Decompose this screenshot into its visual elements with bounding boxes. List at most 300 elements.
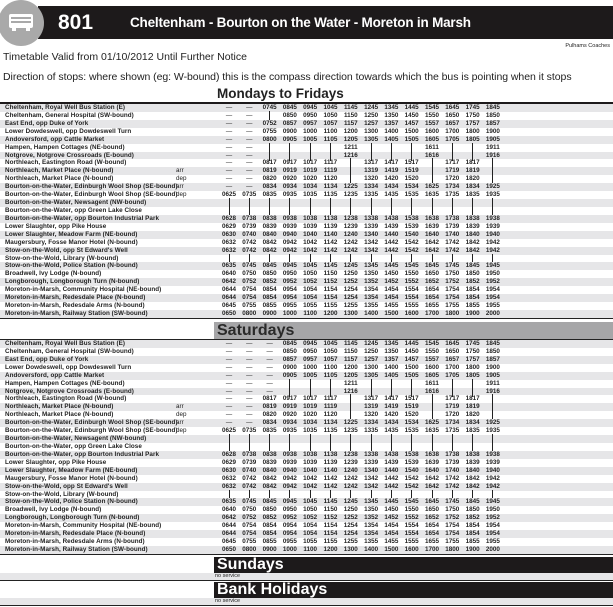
- departure-time: 1752: [445, 278, 460, 286]
- stop-name: Stow-on-the-Wold, opp St Edward's Well: [5, 482, 128, 490]
- departure-time: 0935: [282, 427, 297, 435]
- departure-time: 0857: [282, 119, 297, 127]
- departure-time: 1552: [404, 514, 419, 522]
- timetable-row: [0, 302, 613, 310]
- departure-time: 1452: [384, 514, 399, 522]
- departure-time: 0735: [242, 191, 257, 199]
- departure-time: 1550: [404, 270, 419, 278]
- stop-name: Moreton-in-Marsh, Community Hospital (NE-bound): [5, 286, 162, 294]
- bank-holiday-no-service-row: [0, 598, 613, 606]
- departure-time: 0852: [262, 514, 277, 522]
- departure-time: 0739: [242, 458, 257, 466]
- stop-name: Cheltenham, Royal Well Bus Station (E): [5, 340, 126, 347]
- departure-time: 1139: [323, 222, 338, 230]
- departure-time: 0834: [262, 419, 277, 427]
- departure-time: 1505: [404, 371, 419, 379]
- departure-time: 1019: [303, 403, 318, 411]
- departure-time: 1540: [404, 230, 419, 238]
- departure-time: 0900: [262, 545, 277, 553]
- departure-time: 1735: [445, 191, 460, 199]
- departure-time: 1352: [364, 514, 379, 522]
- stop-name: Northleach, Eastington Road (W-bound): [5, 159, 127, 167]
- departure-time: 0629: [221, 458, 236, 466]
- departure-time: 1800: [465, 363, 480, 371]
- departure-time: 1042: [303, 482, 318, 490]
- departure-time: 0942: [282, 238, 297, 246]
- departure-time: 0957: [303, 355, 318, 363]
- departure-time: 1200: [343, 363, 358, 371]
- departure-time: 1952: [485, 514, 500, 522]
- departure-time: 1935: [485, 427, 500, 435]
- departure-time: 1354: [364, 530, 379, 538]
- departure-time: 1305: [364, 135, 379, 143]
- departure-time: 1054: [303, 294, 318, 302]
- departure-time: 0632: [221, 246, 236, 254]
- stop-name: Bourton-on-the-Water, opp Bourton Industrial Park: [5, 214, 160, 222]
- departure-time: 1419: [384, 403, 399, 411]
- departure-time: 1142: [323, 238, 338, 246]
- stop-name: Moreton-in-Marsh, Redesdale Place (N-bound): [5, 530, 146, 538]
- arr-dep-label: dep: [176, 175, 187, 183]
- departure-time: 0755: [242, 302, 257, 310]
- departure-time: 1642: [424, 482, 439, 490]
- departure-time: 1745: [465, 104, 480, 111]
- departure-time: 1500: [404, 363, 419, 371]
- departure-time: 1600: [404, 545, 419, 553]
- departure-time: 1645: [424, 262, 439, 270]
- departure-time: 1445: [404, 340, 419, 347]
- departure-time: 1254: [343, 286, 358, 294]
- departure-time: 0950: [282, 270, 297, 278]
- departure-time: 1216: [343, 151, 358, 159]
- departure-time: 0938: [282, 214, 297, 222]
- departure-time: 1134: [323, 419, 338, 427]
- departure-time: 1817: [465, 159, 480, 167]
- departure-time: 0625: [221, 191, 236, 199]
- departure-time: —: [246, 127, 253, 135]
- departure-time: 1145: [343, 340, 358, 347]
- departure-time: 1635: [424, 191, 439, 199]
- departure-time: 1911: [486, 379, 500, 387]
- departure-time: 1550: [424, 347, 439, 355]
- timetable-row: [0, 231, 613, 239]
- departure-time: 0900: [262, 309, 277, 317]
- departure-time: 1655: [424, 302, 439, 310]
- departure-time: 1705: [445, 371, 460, 379]
- departure-time: 1055: [303, 302, 318, 310]
- departure-time: 0745: [262, 104, 277, 111]
- departure-time: 1535: [404, 427, 419, 435]
- departure-time: 1542: [404, 238, 419, 246]
- departure-time: 0945: [303, 340, 318, 347]
- departure-time: 1542: [404, 246, 419, 254]
- departure-time: 1354: [364, 294, 379, 302]
- timetable-row: [0, 175, 613, 183]
- departure-time: 1038: [303, 450, 318, 458]
- departure-time: 1150: [343, 347, 358, 355]
- departure-time: 1845: [485, 104, 500, 111]
- departure-time: 1857: [485, 119, 500, 127]
- departure-time: 0644: [221, 294, 236, 302]
- departure-time: —: [266, 387, 273, 395]
- departure-time: 1855: [465, 538, 480, 546]
- departure-time: 0644: [221, 522, 236, 530]
- departure-time: —: [225, 119, 233, 127]
- departure-time: 1850: [465, 270, 480, 278]
- departure-time: 0935: [282, 191, 297, 199]
- departure-time: 1642: [424, 238, 439, 246]
- departure-time: 1019: [303, 167, 318, 175]
- departure-time: 1645: [445, 340, 460, 347]
- stop-name: Bourton-on-the-Water, Edinburgh Wool Shop (SE-bound): [5, 419, 178, 427]
- departure-time: 1100: [323, 363, 338, 371]
- departure-time: 1520: [404, 175, 419, 183]
- departure-time: 1752: [445, 514, 460, 522]
- departure-time: 1820: [465, 411, 480, 419]
- departure-time: 1555: [404, 538, 419, 546]
- departure-time: 1750: [465, 347, 480, 355]
- departure-time: 1157: [343, 355, 358, 363]
- departure-time: —: [225, 183, 233, 191]
- departure-time: 1254: [343, 522, 358, 530]
- departure-time: 1240: [343, 466, 358, 474]
- departure-time: —: [246, 183, 253, 191]
- departure-time: 1435: [384, 191, 399, 199]
- departure-time: 1420: [384, 411, 399, 419]
- departure-time: 0645: [221, 302, 236, 310]
- departure-time: 1517: [404, 395, 419, 403]
- departure-time: 1020: [303, 175, 318, 183]
- departure-time: —: [246, 371, 253, 379]
- departure-time: 1152: [323, 514, 338, 522]
- departure-time: 0940: [282, 466, 297, 474]
- direction-note: Direction of stops: where shown (eg: W-bound) this is the compass direction towards which the bus is pointing when it stops: [3, 71, 572, 83]
- departure-time: 1555: [404, 302, 419, 310]
- departure-time: 1435: [384, 427, 399, 435]
- stop-name: Moreton-in-Marsh, Railway Station (SW-bound): [5, 309, 148, 317]
- departure-time: 0954: [282, 286, 297, 294]
- departure-time: 1034: [303, 183, 318, 191]
- departure-time: 0854: [262, 286, 277, 294]
- departure-time: 1700: [445, 127, 460, 135]
- departure-time: 1152: [323, 278, 338, 286]
- departure-time: 0939: [282, 458, 297, 466]
- bus-icon: [8, 13, 34, 33]
- departure-time: 1017: [303, 159, 318, 167]
- arr-dep-label: arr: [176, 403, 184, 411]
- departure-time: 1616: [424, 387, 439, 395]
- timetable-row: [0, 239, 613, 247]
- departure-time: 1855: [465, 302, 480, 310]
- departure-time: 1554: [404, 522, 419, 530]
- timetable-row: [0, 498, 613, 506]
- timetable-row: [0, 395, 613, 403]
- timetable-row: [0, 514, 613, 522]
- timetable-row: [0, 255, 613, 263]
- departure-time: 0952: [282, 278, 297, 286]
- departure-time: 1550: [404, 506, 419, 514]
- departure-time: 1519: [404, 167, 419, 175]
- departure-time: 1457: [404, 119, 419, 127]
- departure-time: 1250: [343, 506, 358, 514]
- timetable-row: [0, 491, 613, 499]
- departure-time: 1911: [486, 143, 500, 151]
- departure-time: 1200: [323, 309, 338, 317]
- timetable-row: [0, 270, 613, 278]
- departure-time: —: [225, 175, 233, 183]
- departure-time: 0735: [242, 427, 257, 435]
- departure-time: —: [246, 355, 253, 363]
- departure-time: 1625: [424, 419, 439, 427]
- stop-name: Andoversford, opp Cattle Market: [5, 135, 105, 143]
- departure-time: 1754: [445, 530, 460, 538]
- timetable-row: [0, 427, 613, 435]
- departure-time: 0952: [282, 514, 297, 522]
- timetable-row: [0, 403, 613, 411]
- departure-time: 1254: [343, 530, 358, 538]
- departure-time: 0840: [262, 466, 277, 474]
- route-logo: [0, 0, 44, 46]
- departure-time: 1945: [485, 498, 500, 506]
- departure-time: 0817: [262, 395, 277, 403]
- no-service-text: no service: [215, 573, 241, 579]
- departure-time: 1154: [323, 522, 338, 530]
- departure-time: —: [225, 135, 233, 143]
- departure-time: 1500: [384, 545, 399, 553]
- route-number: 801: [58, 11, 94, 34]
- departure-time: 1342: [364, 238, 379, 246]
- departure-time: —: [246, 363, 253, 371]
- timetable-row: [0, 191, 613, 199]
- departure-time: 0752: [242, 514, 257, 522]
- departure-time: 1900: [485, 363, 500, 371]
- departure-time: 1157: [343, 119, 358, 127]
- departure-time: 1455: [384, 302, 399, 310]
- departure-time: 1740: [445, 466, 460, 474]
- departure-time: 0950: [303, 347, 318, 355]
- departure-time: 1350: [384, 111, 399, 119]
- departure-time: 1842: [465, 482, 480, 490]
- departure-time: 1650: [424, 270, 439, 278]
- section-header-mon-fri: [0, 86, 613, 104]
- departure-time: 1000: [282, 309, 297, 317]
- departure-time: 0754: [242, 286, 257, 294]
- departure-time: —: [266, 355, 273, 363]
- departure-time: 1938: [485, 214, 500, 222]
- departure-time: 1500: [384, 309, 399, 317]
- departure-time: 1245: [343, 498, 358, 506]
- stop-name: Cheltenham, General Hospital (SW-bound): [5, 347, 134, 355]
- departure-time: 1334: [364, 183, 379, 191]
- departure-time: 1334: [364, 419, 379, 427]
- departure-time: 1611: [425, 143, 439, 151]
- departure-time: 1557: [424, 355, 439, 363]
- departure-time: 1457: [404, 355, 419, 363]
- departure-time: 1638: [424, 450, 439, 458]
- departure-time: 1134: [323, 183, 338, 191]
- departure-time: 1357: [384, 119, 399, 127]
- departure-time: 1155: [323, 538, 338, 546]
- departure-time: —: [225, 151, 233, 159]
- departure-time: —: [225, 127, 233, 135]
- timetable-row: [0, 223, 613, 231]
- departure-time: 1939: [485, 222, 500, 230]
- stop-name: Bourton-on-the-Water, Edinburgh Wool Shop (SE-bound): [5, 191, 178, 199]
- departure-time: 1345: [384, 104, 399, 111]
- departure-time: 1050: [323, 347, 338, 355]
- departure-time: 1450: [404, 347, 419, 355]
- departure-time: 1535: [404, 191, 419, 199]
- departure-time: 0854: [262, 522, 277, 530]
- departure-time: —: [246, 403, 253, 411]
- departure-time: —: [225, 167, 233, 175]
- departure-time: 1057: [323, 119, 338, 127]
- departure-time: 1434: [384, 183, 399, 191]
- departure-time: 0650: [221, 309, 236, 317]
- departure-time: 1500: [404, 127, 419, 135]
- departure-time: 1140: [323, 466, 338, 474]
- departure-time: 1717: [445, 159, 460, 167]
- departure-time: 1355: [364, 302, 379, 310]
- departure-time: 1140: [323, 230, 338, 238]
- departure-time: 1800: [445, 545, 460, 553]
- departure-time: 1245: [364, 340, 379, 347]
- departure-time: 1652: [424, 278, 439, 286]
- departure-time: 1405: [384, 371, 399, 379]
- departure-time: —: [246, 175, 253, 183]
- departure-time: 1052: [303, 278, 318, 286]
- departure-time: 1954: [485, 522, 500, 530]
- departure-time: 1842: [465, 474, 480, 482]
- departure-time: 0920: [282, 411, 297, 419]
- timetable-row: [0, 310, 613, 318]
- departure-time: 1954: [485, 530, 500, 538]
- departure-time: 1905: [485, 135, 500, 143]
- departure-time: 1542: [404, 474, 419, 482]
- departure-time: 0945: [282, 262, 297, 270]
- departure-time: 1850: [485, 111, 500, 119]
- departure-time: 1700: [424, 309, 439, 317]
- departure-time: 1625: [424, 183, 439, 191]
- departure-time: 1035: [303, 427, 318, 435]
- departure-time: 1050: [303, 270, 318, 278]
- departure-time: 1720: [445, 411, 460, 419]
- departure-time: 1455: [384, 538, 399, 546]
- departure-time: 1439: [384, 222, 399, 230]
- departure-time: 1942: [485, 474, 500, 482]
- timetable-row: [0, 356, 613, 364]
- departure-time: 1505: [404, 135, 419, 143]
- departure-time: 1654: [424, 530, 439, 538]
- departure-time: 1419: [384, 167, 399, 175]
- departure-time: 0934: [282, 183, 297, 191]
- stop-name: Notgrove, Notgrove Crossroads (E-bound): [5, 151, 134, 159]
- departure-time: 1440: [384, 230, 399, 238]
- departure-time: 1319: [364, 403, 379, 411]
- departure-time: 1120: [323, 175, 338, 183]
- departure-time: 0850: [282, 111, 297, 119]
- timetable-row: [0, 278, 613, 286]
- departure-time: —: [246, 151, 253, 159]
- departure-time: 1745: [445, 498, 460, 506]
- departure-time: 1200: [343, 127, 358, 135]
- departure-time: 1039: [303, 222, 318, 230]
- departure-time: 1925: [485, 183, 500, 191]
- departure-time: 0839: [262, 458, 277, 466]
- departure-time: 0945: [303, 104, 318, 111]
- departure-time: 0752: [262, 119, 277, 127]
- departure-time: 1054: [303, 522, 318, 530]
- departure-time: 0632: [221, 474, 236, 482]
- timetable-row: [0, 207, 613, 215]
- stop-name: Hampen, Hampen Cottages (NE-bound): [5, 379, 125, 387]
- departure-time: 1442: [384, 238, 399, 246]
- timetable-row: [0, 435, 613, 443]
- departure-time: 1317: [364, 395, 379, 403]
- departure-time: 1350: [364, 270, 379, 278]
- departure-time: 1239: [343, 222, 358, 230]
- departure-time: —: [225, 363, 233, 371]
- timetable-row: [0, 144, 613, 152]
- departure-time: 1417: [384, 395, 399, 403]
- departure-time: 1252: [343, 514, 358, 522]
- departure-time: 1445: [404, 104, 419, 111]
- departure-time: 1545: [424, 104, 439, 111]
- departure-time: 0838: [262, 450, 277, 458]
- departure-time: 0917: [282, 159, 297, 167]
- arr-dep-label: arr: [176, 183, 184, 191]
- departure-time: 1942: [485, 238, 500, 246]
- section-header-saturday: [0, 322, 613, 340]
- stop-name: Bourton-on-the-Water, Edinburgh Wool Shop (SE-bound): [5, 183, 178, 191]
- timetable-row: [0, 112, 613, 120]
- departure-time: 1335: [364, 427, 379, 435]
- departure-time: 1545: [404, 498, 419, 506]
- departure-time: 1100: [303, 309, 318, 317]
- departure-time: 1454: [384, 530, 399, 538]
- section-title: Sundays: [217, 556, 284, 573]
- departure-time: 1417: [384, 159, 399, 167]
- departure-time: 0644: [221, 286, 236, 294]
- departure-time: —: [246, 119, 253, 127]
- departure-time: 1739: [445, 458, 460, 466]
- departure-time: 1117: [323, 395, 338, 403]
- departure-time: 1319: [364, 167, 379, 175]
- stop-name: Moreton-in-Marsh, Redesdale Arms (N-bound): [5, 538, 145, 546]
- departure-time: —: [246, 159, 253, 167]
- departure-time: —: [266, 371, 273, 379]
- departure-time: 0750: [242, 270, 257, 278]
- departure-time: 1835: [465, 427, 480, 435]
- timetable-row: [0, 530, 613, 538]
- stop-name: Cheltenham, General Hospital (SW-bound): [5, 111, 134, 119]
- departure-time: 1205: [343, 371, 358, 379]
- departure-time: —: [225, 419, 233, 427]
- departure-time: 0938: [282, 450, 297, 458]
- departure-time: 1740: [445, 230, 460, 238]
- stop-name: Notgrove, Notgrove Crossroads (E-bound): [5, 387, 134, 395]
- departure-time: —: [246, 419, 253, 427]
- departure-time: 0905: [282, 135, 297, 143]
- departure-time: 1854: [465, 294, 480, 302]
- section-title: Mondays to Fridays: [217, 86, 344, 101]
- departure-time: 1338: [364, 450, 379, 458]
- departure-time: 1445: [384, 262, 399, 270]
- departure-time: 1100: [303, 545, 318, 553]
- departure-time: 1045: [323, 104, 338, 111]
- departure-time: —: [266, 363, 273, 371]
- departure-time: 1654: [424, 294, 439, 302]
